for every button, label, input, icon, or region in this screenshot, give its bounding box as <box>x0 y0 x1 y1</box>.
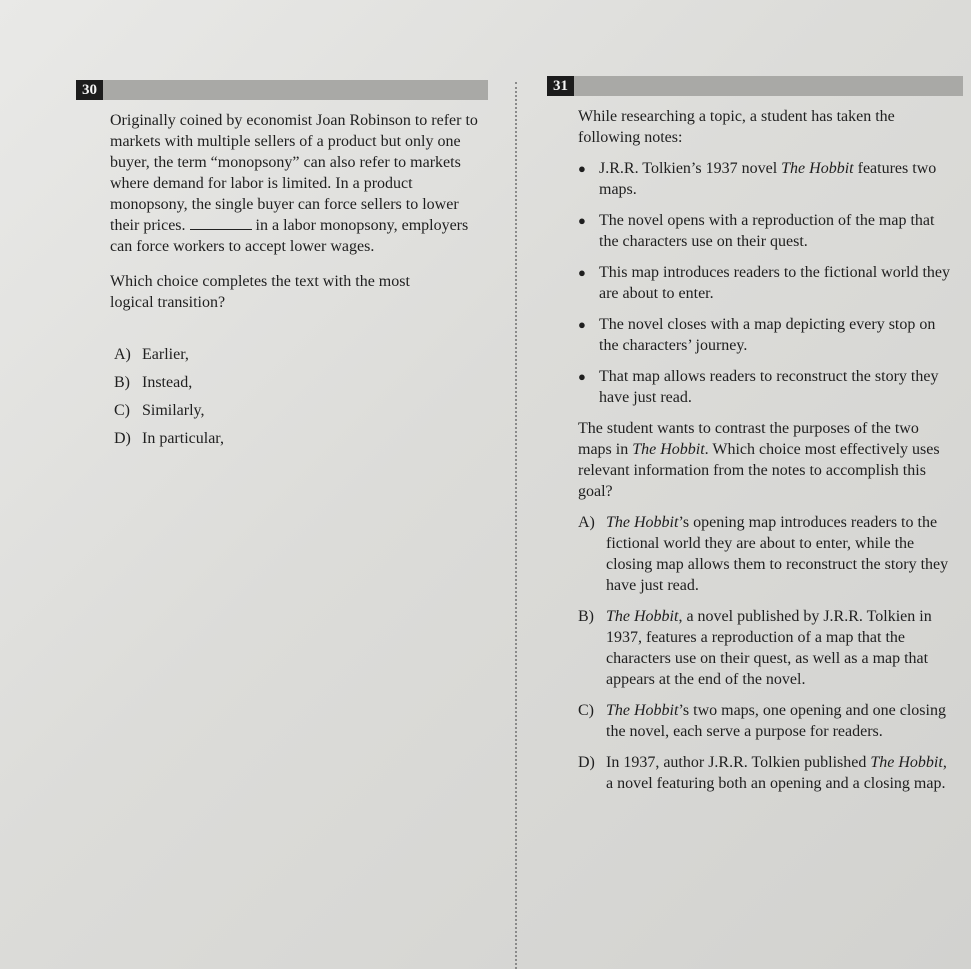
choice-text: In 1937, author J.R.R. Tolkien published The Hobbit, a novel featuring both an opening and a closing map. <box>606 754 947 792</box>
choice-letter: B) <box>114 374 130 391</box>
q31-note-4 <box>578 314 950 356</box>
q31-body <box>578 106 950 794</box>
q31-note-3 <box>578 262 950 304</box>
note-text: This map introduces readers to the fictional world they are about to enter. <box>599 264 951 302</box>
choice-text: Instead, <box>142 374 193 391</box>
q31-header-bar <box>547 76 963 96</box>
choice-text: The Hobbit’s two maps, one opening and one closing the novel, each serve a purpose for readers. <box>606 702 946 740</box>
q30-passage-part-2: in a labor monopsony, employers can force workers to accept lower wages. <box>110 217 469 255</box>
q31-choices <box>578 512 950 794</box>
note-text: The novel opens with a reproduction of the map that the characters use on their quest. <box>599 212 935 250</box>
column-divider <box>515 82 517 969</box>
q31-number: 31 <box>547 76 574 96</box>
choice-letter: D) <box>114 430 131 447</box>
q30-passage-part-1: Originally coined by economist Joan Robinson to refer to markets with multiple sellers of a product but only one buyer, the term “monopsony” can also refer to markets where demand for labor is limited. In a product monopsony, the single buyer can force sellers to lower their prices. <box>110 112 478 234</box>
choice-letter: A) <box>578 514 595 531</box>
q30-number: 30 <box>76 80 103 100</box>
q31-note-2 <box>578 210 950 252</box>
q31-choice-d[interactable] <box>578 752 950 794</box>
q31-question: The student wants to contrast the purposes of the two maps in The Hobbit. Which choice most effectively uses relevant information from the notes to accomplish this goal? <box>578 420 940 500</box>
choice-letter: C) <box>578 702 594 719</box>
q30-question: Which choice completes the text with the most logical transition? <box>110 273 410 311</box>
q31-choice-b[interactable] <box>578 606 950 690</box>
bullet-icon: ● <box>578 317 586 332</box>
choice-text: The Hobbit’s opening map introduces readers to the fictional world they are about to enter, while the closing map allows them to reconstruct the story they have just read. <box>606 514 949 594</box>
q30-choice-d[interactable] <box>114 428 484 456</box>
q31-note-1 <box>578 158 950 200</box>
q30-choice-c[interactable] <box>114 400 484 428</box>
note-text: The novel closes with a map depicting every stop on the characters’ journey. <box>599 316 936 354</box>
q30-header-bar <box>76 80 488 100</box>
bullet-icon: ● <box>578 369 586 384</box>
choice-text: Earlier, <box>142 346 189 363</box>
choice-text: Similarly, <box>142 402 205 419</box>
choice-text: In particular, <box>142 430 224 447</box>
q31-choice-c[interactable] <box>578 700 950 742</box>
q30-body <box>110 110 490 313</box>
q30-choices <box>114 344 484 456</box>
bullet-icon: ● <box>578 213 586 228</box>
q30-passage <box>110 110 490 257</box>
q30-blank <box>190 215 252 230</box>
choice-letter: A) <box>114 346 131 363</box>
q30-choice-b[interactable] <box>114 372 484 400</box>
choice-letter: C) <box>114 402 130 419</box>
q31-choice-a[interactable] <box>578 512 950 596</box>
q30-choice-a[interactable] <box>114 344 484 372</box>
choice-letter: B) <box>578 608 594 625</box>
bullet-icon: ● <box>578 161 586 176</box>
choice-text: The Hobbit, a novel published by J.R.R. Tolkien in 1937, features a reproduction of a map that the characters use on their quest, as well as a map that appears at the end of the novel. <box>606 608 932 688</box>
q31-note-5 <box>578 366 950 408</box>
q31-intro: While researching a topic, a student has taken the following notes: <box>578 108 895 146</box>
q31-notes-list <box>578 158 950 408</box>
bullet-icon: ● <box>578 265 586 280</box>
note-text: J.R.R. Tolkien’s 1937 novel The Hobbit features two maps. <box>599 160 937 198</box>
note-text: That map allows readers to reconstruct the story they have just read. <box>599 368 939 406</box>
choice-letter: D) <box>578 754 595 771</box>
